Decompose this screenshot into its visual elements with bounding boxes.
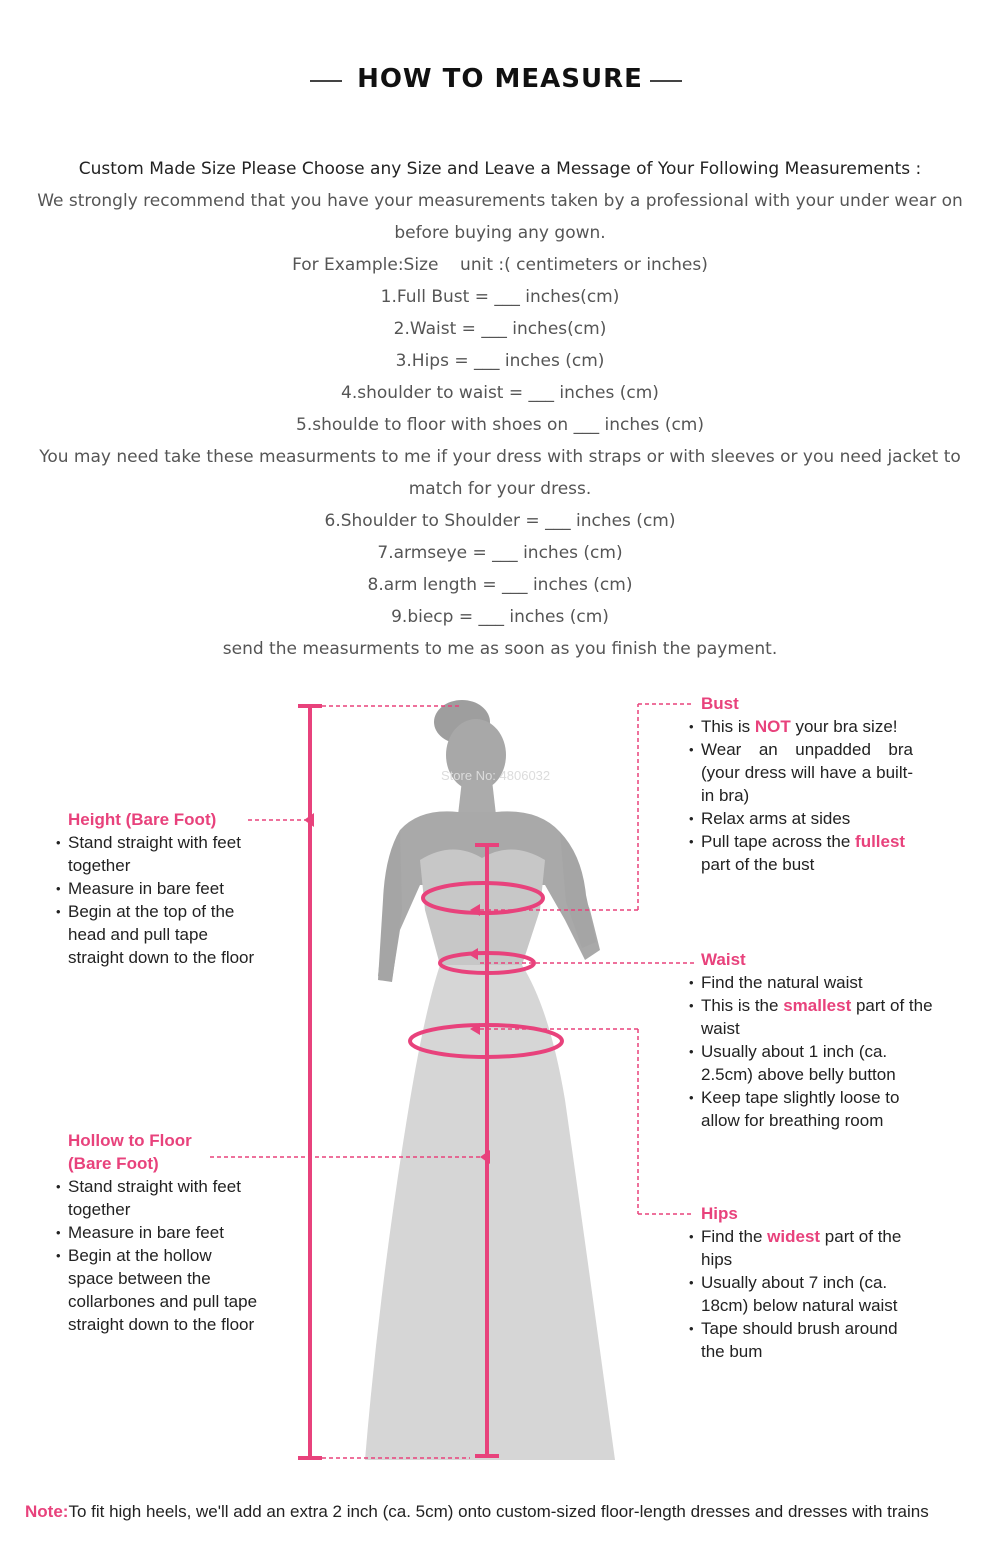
text-fragment: part of the waist — [701, 996, 933, 1038]
instruction-line: 4.shoulder to waist = ___ inches (cm) — [341, 383, 659, 403]
watermark: Store No: 4806032 — [441, 768, 551, 783]
measurement-diagram — [0, 680, 1000, 1480]
list-item: • Begin at the hollow space between the collarbones and pull tape straight down to the floor — [56, 1244, 258, 1336]
list-item: • Measure in bare feet — [56, 1221, 258, 1244]
list-item — [689, 1225, 926, 1271]
highlight-text: fullest — [855, 832, 906, 851]
note-text: To fit high heels, we'll add an extra 2 inch (ca. 5cm) onto custom-sized floor-length dresses and dresses with trains — [68, 1502, 929, 1521]
hollow-label — [68, 1129, 258, 1336]
hips-label — [701, 1202, 926, 1363]
instruction-line: Custom Made Size Please Choose any Size and Leave a Message of Your Following Measurements : — [78, 159, 922, 179]
instruction-line: 7.armseye = ___ inches (cm) — [377, 543, 623, 563]
page-title: HOW TO MEASURE — [357, 64, 643, 94]
list-item: • Find the natural waist — [689, 971, 951, 994]
instruction-line: 8.arm length = ___ inches (cm) — [367, 575, 633, 595]
highlight-text: NOT — [754, 717, 791, 736]
page-header — [0, 60, 1000, 104]
bust-label — [701, 692, 913, 876]
title-rule-right — [650, 80, 682, 82]
instruction-line: 2.Waist = ___ inches(cm) — [393, 319, 607, 339]
list-item: • Stand straight with feet together — [56, 831, 268, 877]
instruction-line: You may need take these measurments to me if your dress with straps or with sleeves or you need jacket to — [39, 447, 961, 467]
list-item: • Measure in bare feet — [56, 877, 268, 900]
list-item: • Relax arms at sides — [689, 807, 913, 830]
waist-title: Waist — [701, 950, 746, 969]
height-label — [68, 808, 268, 969]
measurement-instructions — [30, 153, 970, 665]
list-item: • Keep tape slightly loose to allow for breathing room — [689, 1086, 919, 1132]
height-title: Height (Bare Foot) — [68, 810, 217, 829]
list-item: • Tape should brush around the bum — [689, 1317, 916, 1363]
instruction-line: 5.shoulde to floor with shoes on ___ inches (cm) — [296, 415, 704, 435]
list-item — [689, 994, 951, 1040]
instruction-line: 9.biecp = ___ inches (cm) — [391, 607, 609, 627]
list-item: • Stand straight with feet together — [56, 1175, 258, 1221]
highlight-text: widest — [767, 1227, 821, 1246]
text-fragment: Pull tape across the — [701, 832, 856, 851]
note-label: Note: — [25, 1502, 69, 1521]
instruction-line: 1.Full Bust = ___ inches(cm) — [380, 287, 620, 307]
instruction-line: match for your dress. — [408, 479, 592, 499]
list-item — [689, 830, 913, 876]
text-fragment: This is the — [701, 996, 784, 1015]
hips-title: Hips — [701, 1204, 738, 1223]
hollow-title-2: (Bare Foot) — [68, 1154, 159, 1173]
figure-silhouette — [365, 700, 615, 1460]
waist-label — [701, 948, 951, 1132]
footer-note — [25, 1502, 929, 1522]
highlight-text: smallest — [783, 996, 852, 1015]
instruction-line: before buying any gown. — [394, 223, 606, 243]
text-fragment: This is — [701, 717, 755, 736]
instruction-line: 6.Shoulder to Shoulder = ___ inches (cm) — [324, 511, 676, 531]
list-item: • Usually about 1 inch (ca. 2.5cm) above belly button — [689, 1040, 906, 1086]
text-fragment: your bra size! — [790, 717, 898, 736]
instruction-line: We strongly recommend that you have your measurements taken by a professional with your under wear on — [37, 191, 963, 211]
hollow-title-1: Hollow to Floor — [68, 1131, 192, 1150]
list-item: • Wear an unpadded bra (your dress will have a built-in bra) — [689, 738, 913, 807]
instruction-line: For Example:Size unit :( centimeters or inches) — [292, 255, 708, 275]
instruction-line: 3.Hips = ___ inches (cm) — [395, 351, 605, 371]
list-item — [689, 715, 913, 738]
list-item: • Usually about 7 inch (ca. 18cm) below natural waist — [689, 1271, 916, 1317]
text-fragment: part of the hips — [701, 1227, 902, 1269]
list-item: • Begin at the top of the head and pull tape straight down to the floor — [56, 900, 268, 969]
instruction-line: send the measurments to me as soon as you finish the payment. — [222, 639, 778, 659]
text-fragment: Find the — [701, 1227, 768, 1246]
text-fragment: part of the bust — [701, 855, 815, 874]
bust-title: Bust — [701, 694, 739, 713]
